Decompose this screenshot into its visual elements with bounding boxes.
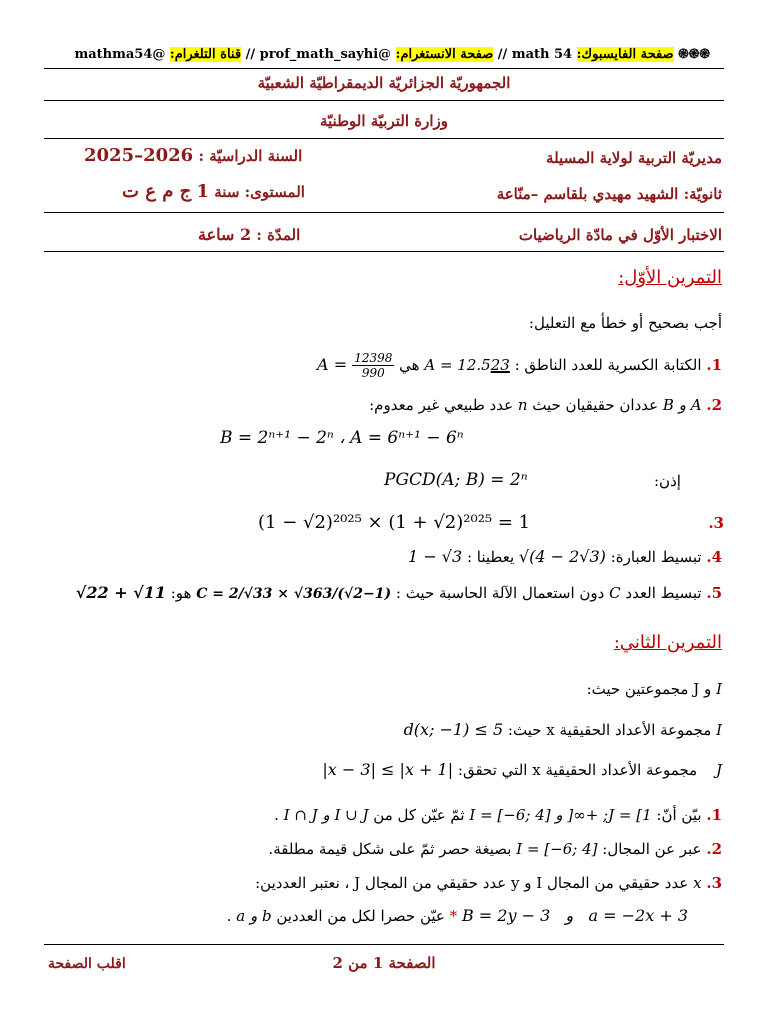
ex2-intro: I و J مجموعتين حيث: [586,680,722,698]
ex2-question-1: 1. بيّن أنّ: J = [1; +∞[ و I = [−6; 4] ثمّ عيّن كل من I ∪ J و I ∩ J . [274,806,722,824]
ex1-question-1: 1. الكتابة الكسرية للعدد الناطق : A = 12.523 هي A = $\frac{12398}{990}$ [317,351,722,380]
ex1-q2-then: إذن: [654,472,681,490]
duration: المدّة : 2 ساعة [198,225,301,244]
ex1-question-2: 2. A و B عددان حقيقيان حيث n عدد طبيعي غير معدوم: [369,396,722,414]
facebook-value: math 54 [511,47,573,62]
ex1-question-5: 5. تبسيط العدد C دون استعمال الآلة الحاسبة حيث : C = 2/√33 × √363/(√2−1) هو: √22 + √11 [75,583,722,602]
ex2-question-2: 2. عبر عن المجال: I = [−6; 4] بصيغة حصر ثمّ على شكل قيمة مطلقة. [268,840,722,858]
facebook-label: صفحة الفايسبوك: [576,47,674,62]
turn-page: اقلب الصفحة [48,956,126,972]
instagram-label: صفحة الانستغرام: [395,47,494,62]
page-number: الصفحة 1 من 2 [332,954,436,972]
decor-icon: ֎֎֎ [678,47,710,62]
telegram-value: @mathma54 [74,47,166,62]
ex1-q2-formula: B = 2ⁿ⁺¹ − 2ⁿ ، A = 6ⁿ⁺¹ − 6ⁿ [220,428,464,448]
ex2-question-3: 3. x عدد حقيقي من المجال I و y عدد حقيقي من المجال J ، نعتبر العددين: [255,874,722,892]
social-line [60,44,710,62]
school-year-value: 2026–2025 [84,145,194,166]
level: المستوى: سنة 1 ج م ع ت [122,181,305,202]
school-name: ثانويّة: الشهيد مهيدي بلقاسم –منّاعة [496,185,722,203]
ex1-question-4: 4. تبسيط العبارة: √(4 − 2√3) يعطينا : 1 − √3 [408,547,722,566]
telegram-label: قناة التلغرام: [169,47,242,62]
instagram-value: @prof_math_sayhi [259,47,392,62]
republic-title: الجمهوريّة الجزائريّة الديمقراطيّة الشعبيّة [257,74,511,92]
exercise-2-title: التمرين الثاني: [613,632,722,653]
ex1-question-3: (1 − √2)²⁰²⁵ × (1 + √2)²⁰²⁵ = 1 .3 [258,512,724,533]
separator: // [245,47,256,62]
ex2-question-3-b: B = 2y − 3 و a = −2x + 3 * عيّن حصرا لكل من العددين b و a . [226,906,688,925]
exercise-1-title: التمرين الأوّل: [618,267,722,288]
exam-title: الاختبار الأوّل في مادّة الرياضيات [518,226,722,244]
ministry-title: وزارة التربيّة الوطنيّة [319,112,448,130]
school-year: السنة الدراسيّة : 2026–2025 [84,145,303,166]
ex2-set-j: J مجموعة الأعداد الحقيقية x التي تحقق: |x − 3| ≤ |x + 1| [322,760,722,779]
directorate: مديريّة التربية لولاية المسيلة [546,149,722,167]
exercise-1-instruction: أجب بصحيح أو خطأ مع التعليل: [528,314,722,332]
separator: // [497,47,508,62]
ex1-q2-pgcd: PGCD(A; B) = 2ⁿ [384,470,528,490]
ex2-set-i: I مجموعة الأعداد الحقيقية x حيث: d(x; −1) ≤ 5 [403,720,722,739]
